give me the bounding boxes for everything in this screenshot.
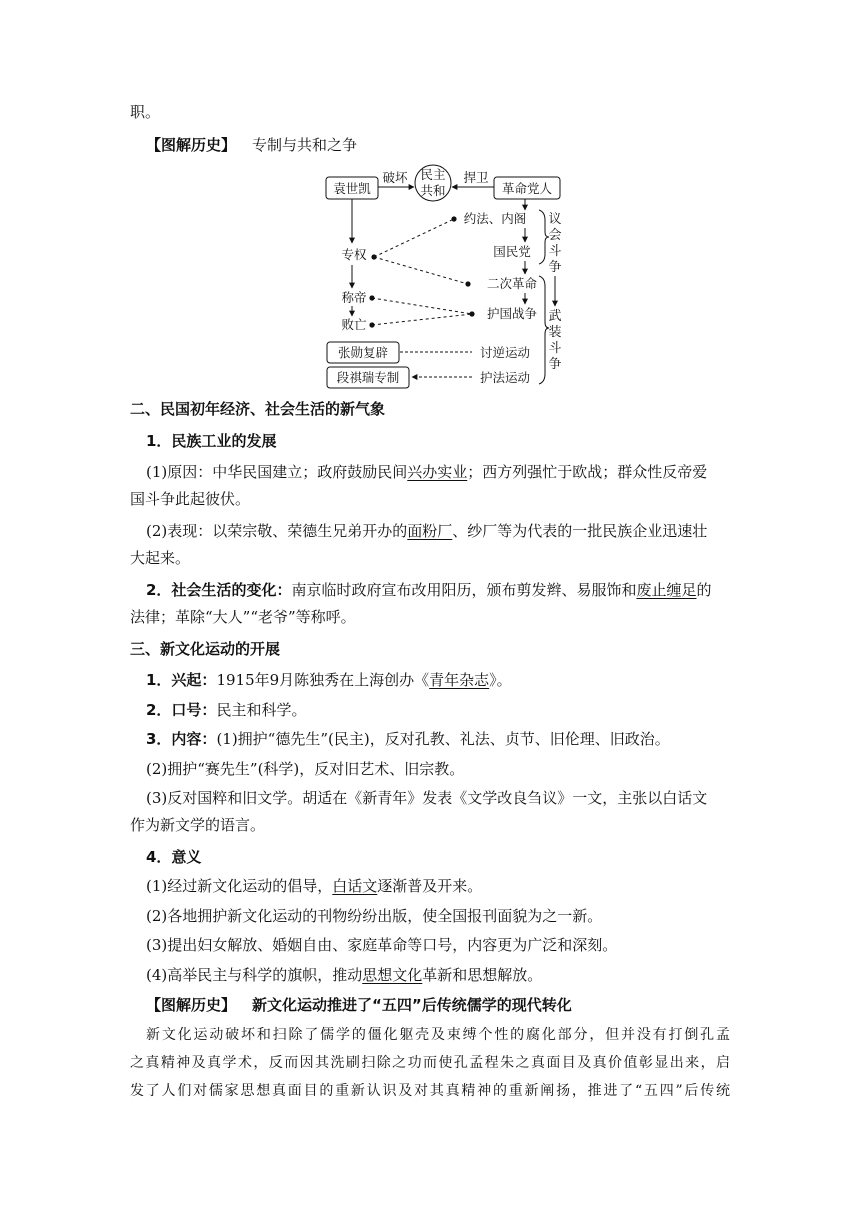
significance-2: (2)各地拥护新文化运动的刊物纷纷出版，使全国报刊面貌为之一新。 <box>146 907 603 925</box>
industry-cause-line-1: (1)原因：中华民国建立；政府鼓励民间兴办实业；西方列强忙于欧战；群众性反帝爱 <box>146 463 708 481</box>
wuzhuang-char-3: 斗 <box>548 341 562 356</box>
zhuanquan-erci-dash <box>374 257 468 284</box>
zhuanquan-yuefa-dash <box>374 219 454 257</box>
wuzhuang-char-4: 争 <box>548 357 562 372</box>
guomindang-label: 国民党 <box>493 244 531 259</box>
taoni-label: 讨逆运动 <box>479 345 531 360</box>
yihui-char-3: 斗 <box>548 244 562 259</box>
yihui-char-1: 议 <box>548 212 562 227</box>
autocracy-republic-diagram <box>0 0 860 400</box>
section-2-heading: 二、民国初年经济、社会生活的新气象 <box>130 400 386 418</box>
duan-label: 段祺瑞专制 <box>336 370 400 385</box>
wuzhuang-char-1: 武 <box>548 309 562 324</box>
figure-2-text-line-1: 新文化运动破坏和扫除了儒学的僵化躯壳及束缚个性的腐化部分，但并没有打倒孔孟 <box>146 1027 730 1043</box>
wuzhuang-char-2: 装 <box>548 325 562 340</box>
significance-title: 4．意义 <box>146 848 202 866</box>
chengdi-label: 称帝 <box>341 290 367 305</box>
social-change-line-1: 2．社会生活的变化：南京临时政府宣布改用阳历，颁布剪发辫、易服饰和废止缠足的 <box>146 581 712 599</box>
yuan-label: 袁世凯 <box>333 181 371 196</box>
erci-label: 二次革命 <box>486 276 538 291</box>
zhangxun-label: 张勋复辟 <box>337 345 389 360</box>
chengdi-huguo-dash <box>372 298 472 314</box>
zhuanquan-label: 专权 <box>341 247 367 262</box>
content-line-3a: (3)反对国粹和旧文学。胡适在《新青年》发表《文学改良刍议》一文，主张以白话文 <box>146 789 708 807</box>
destroy-label: 破坏 <box>382 170 408 185</box>
yuefa-label: 约法、内阁 <box>463 211 527 226</box>
figure-title: 专制与共和之争 <box>252 136 358 154</box>
industry-performance-line-1: (2)表现：以荣宗敬、荣德生兄弟开办的面粉厂、纱厂等为代表的一批民族企业迅速壮 <box>146 522 708 540</box>
hufa-label: 护法运动 <box>479 370 531 385</box>
figure-label: 【图解历史】 <box>146 136 237 154</box>
significance-3: (3)提出妇女解放、婚姻自由、家庭革命等口号，内容更为广泛和深刻。 <box>146 936 618 954</box>
yihui-char-2: 会 <box>548 228 562 243</box>
industry-performance-line-2: 大起来。 <box>130 549 191 567</box>
social-change-line-2: 法律；革除“大人”“老爷”等称呼。 <box>130 608 356 626</box>
content-line-2: (2)拥护“赛先生”(科学)，反对旧艺术、旧宗教。 <box>146 760 465 778</box>
significance-1: (1)经过新文化运动的倡导，白话文逐渐普及开来。 <box>146 877 483 895</box>
fragment-text: 职。 <box>130 103 161 121</box>
subsection-industry-title: 1．民族工业的发展 <box>146 432 277 450</box>
section-3-heading: 三、新文化运动的开展 <box>130 640 281 658</box>
significance-4: (4)高举民主与科学的旗帜，推动思想文化革新和思想解放。 <box>146 966 543 984</box>
democracy-label-2: 共和 <box>420 183 446 198</box>
figure-2-text-line-2: 之真精神及真学术，反而因其洗刷扫除之功而使孔孟程朱之真面目及真价值彰显出来，启 <box>130 1055 730 1071</box>
democracy-label-1: 民主 <box>420 167 446 182</box>
baiwang-huguo-dash <box>372 314 472 325</box>
industry-cause-line-2: 国斗争此起彼伏。 <box>130 490 251 508</box>
content-line-3b: 作为新文学的语言。 <box>130 816 266 834</box>
defend-label: 捍卫 <box>463 170 489 185</box>
yihui-char-4: 争 <box>548 260 562 275</box>
baiwang-label: 败亡 <box>341 317 367 332</box>
huguo-label: 护国战争 <box>486 306 538 321</box>
revolutionaries-label: 革命党人 <box>501 181 553 196</box>
content-line-1: 3．内容：(1)拥护“德先生”(民主)，反对孔教、礼法、贞节、旧伦理、旧政治。 <box>146 730 670 748</box>
rise-line: 1．兴起：1915年9月陈独秀在上海创办《青年杂志》。 <box>146 671 512 689</box>
figure-2-heading: 【图解历史】 新文化运动推进了“五四”后传统儒学的现代转化 <box>146 996 572 1014</box>
figure-2-text-line-3: 发了人们对儒家思想真面目的重新认识及对其真精神的重新阐扬，推进了“五四”后传统 <box>130 1083 730 1099</box>
slogan-line: 2．口号：民主和科学。 <box>146 701 307 719</box>
